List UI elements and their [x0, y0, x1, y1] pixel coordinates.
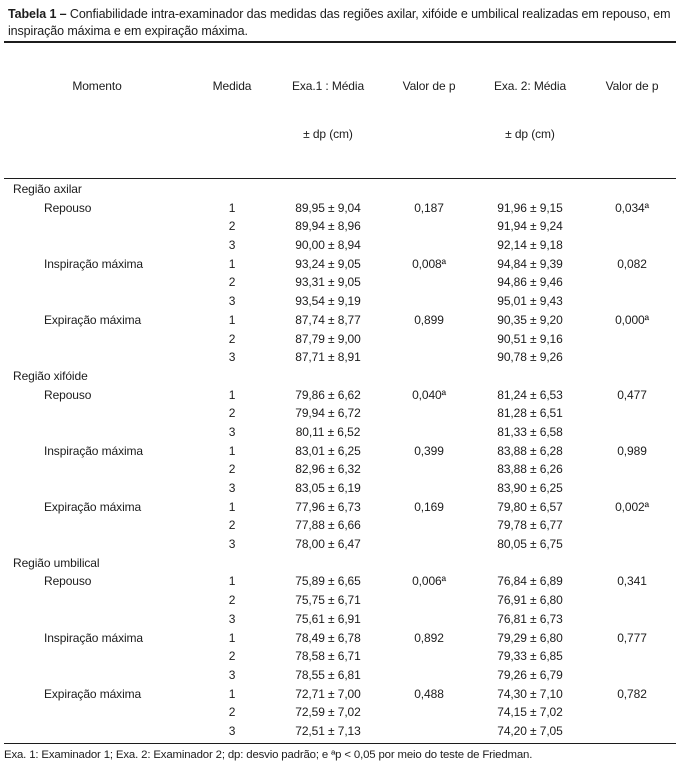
- table-row: [2, 199, 678, 218]
- exa2-mean-cell: 79,80 ± 6,57: [497, 499, 563, 514]
- exa1-pvalue-cell: [384, 292, 474, 311]
- momento-cell: [2, 647, 192, 666]
- momento-cell: [2, 460, 192, 479]
- region-label: Região umbilical: [13, 555, 100, 570]
- medida-cell: 1: [228, 200, 236, 215]
- exa2-mean-cell: 90,35 ± 9,20: [497, 312, 563, 327]
- region-header-row: [2, 554, 678, 573]
- table-caption: [0, 4, 680, 41]
- exa1-mean-cell: 87,71 ± 8,91: [295, 350, 361, 365]
- exa2-mean-cell: [474, 554, 586, 573]
- medida-cell: [192, 367, 272, 386]
- table-row: [2, 255, 678, 274]
- momento-cell: [2, 217, 192, 236]
- column-header-line1: Medida: [212, 79, 252, 93]
- exa1-mean-cell: 79,86 ± 6,62: [295, 387, 361, 402]
- exa2-mean-cell: 92,14 ± 9,18: [497, 238, 563, 253]
- medida-cell: 1: [228, 499, 236, 514]
- table-row: [2, 535, 678, 554]
- exa1-pvalue-cell: 0,892: [414, 630, 444, 645]
- exa2-mean-cell: 79,29 ± 6,80: [497, 630, 563, 645]
- column-header-line1: Momento: [72, 79, 122, 93]
- exa2-mean-cell: [474, 180, 586, 199]
- momento-cell: [2, 348, 192, 367]
- exa1-pvalue-cell: [384, 460, 474, 479]
- momento-cell: [2, 236, 192, 255]
- exa2-mean-cell: 83,88 ± 6,26: [497, 462, 563, 477]
- exa1-mean-cell: 83,05 ± 6,19: [295, 481, 361, 495]
- exa1-pvalue-cell: [384, 367, 474, 386]
- exa1-mean-cell: 82,96 ± 6,32: [295, 462, 361, 477]
- medida-cell: 1: [228, 443, 236, 458]
- exa2-pvalue-cell: 0,777: [617, 630, 647, 645]
- region-header-row: [2, 367, 678, 386]
- momento-cell: Inspiração máxima: [44, 256, 144, 271]
- exa2-pvalue-cell: 0,477: [617, 387, 647, 402]
- medida-cell: 2: [228, 406, 236, 421]
- medida-cell: 3: [228, 350, 236, 365]
- column-header-line2: [192, 126, 272, 142]
- column-header-line1: Exa.1 : Média: [291, 79, 365, 93]
- table-row: [2, 572, 678, 591]
- momento-cell: [2, 404, 192, 423]
- table-row: [2, 217, 678, 236]
- exa2-pvalue-cell: [586, 591, 678, 610]
- exa2-mean-cell: 83,88 ± 6,28: [497, 443, 563, 458]
- medida-cell: 2: [228, 593, 236, 608]
- exa1-mean-cell: 78,58 ± 6,71: [295, 649, 361, 664]
- table-row: [2, 442, 678, 461]
- exa1-pvalue-cell: [384, 535, 474, 554]
- exa1-mean-cell: 78,55 ± 6,81: [295, 667, 361, 682]
- exa2-pvalue-cell: [586, 479, 678, 498]
- exa2-mean-cell: 94,86 ± 9,46: [497, 275, 563, 290]
- exa1-pvalue-cell: [384, 479, 474, 498]
- medida-cell: 3: [228, 238, 236, 253]
- exa2-pvalue-cell: [586, 423, 678, 442]
- column-header-line1: Exa. 2: Média: [493, 79, 567, 93]
- exa1-pvalue-cell: 0,899: [414, 312, 444, 327]
- exa1-mean-cell: 78,49 ± 6,78: [295, 630, 361, 645]
- table-row: [2, 610, 678, 629]
- exa1-mean-cell: 87,79 ± 9,00: [295, 331, 361, 346]
- momento-cell: [2, 666, 192, 685]
- medida-cell: 2: [228, 331, 236, 346]
- table-row: [2, 703, 678, 722]
- exa1-pvalue-cell: [384, 236, 474, 255]
- medida-cell: 3: [228, 424, 236, 439]
- exa2-mean-cell: 80,05 ± 6,75: [497, 537, 563, 552]
- table-row: [2, 273, 678, 292]
- exa1-mean-cell: 87,74 ± 8,77: [295, 312, 361, 327]
- exa2-mean-cell: 91,94 ± 9,24: [497, 219, 563, 234]
- exa1-pvalue-cell: [384, 554, 474, 573]
- table-row: [2, 498, 678, 517]
- region-label: Região axilar: [13, 182, 82, 196]
- exa1-pvalue-cell: 0,488: [414, 686, 444, 701]
- momento-cell: [2, 423, 192, 442]
- column-header-line2: [2, 126, 192, 142]
- momento-cell: Repouso: [44, 200, 92, 215]
- exa2-pvalue-cell: [586, 236, 678, 255]
- table-row: [2, 685, 678, 704]
- exa2-mean-cell: 79,33 ± 6,85: [497, 649, 563, 664]
- table-row: [2, 348, 678, 367]
- exa2-pvalue-cell: [586, 535, 678, 554]
- exa1-pvalue-cell: [384, 516, 474, 535]
- momento-cell: Inspiração máxima: [44, 630, 144, 645]
- exa2-mean-cell: 76,84 ± 6,89: [497, 574, 563, 589]
- table-row: [2, 722, 678, 741]
- exa1-mean-cell: 77,96 ± 6,73: [295, 499, 361, 514]
- medida-cell: [192, 554, 272, 573]
- exa2-pvalue-cell: [586, 460, 678, 479]
- exa2-pvalue-cell: [586, 404, 678, 423]
- column-header-line2: ± dp (cm): [505, 127, 555, 141]
- exa1-pvalue-cell: [384, 273, 474, 292]
- exa2-pvalue-cell: 0,782: [617, 686, 647, 701]
- exa2-pvalue-cell: [586, 554, 678, 573]
- momento-cell: [2, 535, 192, 554]
- medida-cell: 3: [228, 667, 236, 682]
- column-header-line2: [586, 126, 678, 142]
- column-header-momento: [2, 46, 192, 174]
- exa1-pvalue-cell: 0,399: [414, 443, 444, 458]
- exa1-pvalue-cell: [384, 647, 474, 666]
- exa2-pvalue-cell: [586, 330, 678, 349]
- table-body: [0, 179, 680, 743]
- column-header-valor-p-1: [384, 46, 474, 174]
- medida-cell: 3: [228, 611, 236, 626]
- exa2-mean-cell: 76,91 ± 6,80: [497, 593, 563, 608]
- exa1-pvalue-cell: [384, 217, 474, 236]
- medida-cell: 3: [228, 723, 236, 738]
- column-header-line1: Valor de p: [402, 79, 456, 93]
- exa2-pvalue-cell: 0,034ª: [615, 200, 649, 215]
- momento-cell: Expiração máxima: [44, 312, 142, 327]
- exa1-mean-cell: [272, 554, 384, 573]
- exa2-mean-cell: 81,24 ± 6,53: [497, 387, 563, 402]
- exa2-pvalue-cell: 0,341: [617, 574, 647, 589]
- column-header-exa2: [474, 46, 586, 174]
- exa1-mean-cell: [272, 180, 384, 199]
- exa1-mean-cell: 80,11 ± 6,52: [295, 424, 361, 439]
- table-row: [2, 330, 678, 349]
- momento-cell: [2, 273, 192, 292]
- exa2-pvalue-cell: [586, 180, 678, 199]
- momento-cell: Expiração máxima: [44, 499, 142, 514]
- table-caption-label: Tabela 1 –: [8, 7, 67, 21]
- exa1-pvalue-cell: 0,169: [414, 499, 444, 514]
- exa2-pvalue-cell: 0,002ª: [615, 499, 649, 514]
- table-row: [2, 479, 678, 498]
- table-row: [2, 591, 678, 610]
- momento-cell: Inspiração máxima: [44, 443, 144, 458]
- exa2-mean-cell: 81,28 ± 6,51: [497, 406, 563, 421]
- exa1-mean-cell: 89,95 ± 9,04: [295, 200, 361, 215]
- table-row: [2, 516, 678, 535]
- table-row: [2, 423, 678, 442]
- medida-cell: 2: [228, 649, 236, 664]
- medida-cell: 1: [228, 256, 236, 271]
- medida-cell: 1: [228, 574, 236, 589]
- exa1-mean-cell: 90,00 ± 8,94: [295, 238, 361, 253]
- exa1-pvalue-cell: [384, 330, 474, 349]
- exa1-mean-cell: 78,00 ± 6,47: [295, 537, 361, 552]
- exa1-mean-cell: 93,54 ± 9,19: [295, 294, 361, 309]
- exa2-pvalue-cell: [586, 666, 678, 685]
- medida-cell: 1: [228, 630, 236, 645]
- momento-cell: [2, 610, 192, 629]
- exa1-pvalue-cell: [384, 591, 474, 610]
- exa2-pvalue-cell: [586, 647, 678, 666]
- column-header-line1: Valor de p: [605, 79, 659, 93]
- exa1-pvalue-cell: [384, 722, 474, 741]
- momento-cell: [2, 292, 192, 311]
- momento-cell: [2, 591, 192, 610]
- table-footnote: Exa. 1: Examinador 1; Exa. 2: Examinador 2; dp: desvio padrão; e ªp < 0,05 por meio do teste de Friedman.: [4, 748, 533, 761]
- column-header-line2: ± dp (cm): [303, 127, 353, 141]
- exa2-mean-cell: 79,26 ± 6,79: [497, 667, 563, 682]
- momento-cell: [2, 479, 192, 498]
- table-row: [2, 292, 678, 311]
- medida-cell: 2: [228, 219, 236, 234]
- column-header-line2: [384, 126, 474, 142]
- table-row: [2, 236, 678, 255]
- exa2-pvalue-cell: [586, 610, 678, 629]
- column-header-exa1: [272, 46, 384, 174]
- exa2-pvalue-cell: [586, 516, 678, 535]
- column-header-valor-p-2: [586, 46, 678, 174]
- exa2-pvalue-cell: 0,989: [617, 443, 647, 458]
- exa1-pvalue-cell: [384, 610, 474, 629]
- exa1-mean-cell: 72,51 ± 7,13: [295, 723, 361, 738]
- table-row: [2, 647, 678, 666]
- exa2-pvalue-cell: [586, 292, 678, 311]
- medida-cell: 2: [228, 462, 236, 477]
- exa2-mean-cell: 74,20 ± 7,05: [497, 723, 563, 738]
- exa1-pvalue-cell: [384, 404, 474, 423]
- momento-cell: [2, 330, 192, 349]
- region-label: Região xifóide: [13, 368, 88, 383]
- table-row: [2, 629, 678, 648]
- medida-cell: 2: [228, 705, 236, 720]
- exa1-mean-cell: [272, 367, 384, 386]
- momento-cell: Repouso: [44, 387, 92, 402]
- exa1-mean-cell: 93,31 ± 9,05: [295, 275, 361, 290]
- exa2-mean-cell: 91,96 ± 9,15: [497, 200, 563, 215]
- exa2-mean-cell: [474, 367, 586, 386]
- exa1-pvalue-cell: [384, 703, 474, 722]
- medida-cell: 2: [228, 275, 236, 290]
- exa1-mean-cell: 79,94 ± 6,72: [295, 406, 361, 421]
- table-row: [2, 460, 678, 479]
- exa2-mean-cell: 90,78 ± 9,26: [497, 350, 563, 365]
- table-header-row: [2, 43, 678, 178]
- exa2-pvalue-cell: [586, 348, 678, 367]
- region-header-row: [2, 180, 678, 199]
- exa1-mean-cell: 75,61 ± 6,91: [295, 611, 361, 626]
- medida-cell: 1: [228, 686, 236, 701]
- exa2-mean-cell: 81,33 ± 6,58: [497, 424, 563, 439]
- exa1-mean-cell: 89,94 ± 8,96: [295, 219, 361, 234]
- exa2-mean-cell: 95,01 ± 9,43: [497, 294, 563, 309]
- table-row: [2, 386, 678, 405]
- exa2-pvalue-cell: [586, 703, 678, 722]
- medida-cell: 2: [228, 518, 236, 533]
- exa1-pvalue-cell: [384, 180, 474, 199]
- medida-cell: 3: [228, 294, 236, 309]
- exa2-pvalue-cell: 0,000ª: [615, 312, 649, 327]
- exa1-pvalue-cell: [384, 666, 474, 685]
- medida-cell: 1: [228, 312, 236, 327]
- exa1-pvalue-cell: [384, 423, 474, 442]
- column-header-medida: [192, 46, 272, 174]
- exa1-pvalue-cell: 0,008ª: [412, 256, 446, 271]
- table-row: [2, 404, 678, 423]
- momento-cell: [2, 703, 192, 722]
- exa1-mean-cell: 75,75 ± 6,71: [295, 593, 361, 608]
- medida-cell: 3: [228, 481, 236, 495]
- exa1-pvalue-cell: [384, 348, 474, 367]
- exa2-mean-cell: 83,90 ± 6,25: [497, 481, 563, 495]
- exa1-mean-cell: 72,59 ± 7,02: [295, 705, 361, 720]
- table-caption-text: Confiabilidade intra-examinador das medidas das regiões axilar, xifóide e umbilical realizadas em repouso, em inspiração máxima e em expiração máxima.: [8, 7, 671, 38]
- exa1-mean-cell: 83,01 ± 6,25: [295, 443, 361, 458]
- exa1-pvalue-cell: 0,040ª: [412, 387, 446, 402]
- exa1-mean-cell: 93,24 ± 9,05: [295, 256, 361, 271]
- exa2-mean-cell: 94,84 ± 9,39: [497, 256, 563, 271]
- exa2-mean-cell: 74,15 ± 7,02: [497, 705, 563, 720]
- medida-cell: 1: [228, 387, 236, 402]
- table-row: [2, 311, 678, 330]
- exa2-mean-cell: 79,78 ± 6,77: [497, 518, 563, 533]
- momento-cell: Repouso: [44, 574, 92, 589]
- medida-cell: [192, 180, 272, 199]
- momento-cell: Expiração máxima: [44, 686, 142, 701]
- table-row: [2, 666, 678, 685]
- exa1-pvalue-cell: 0,187: [414, 200, 444, 215]
- exa2-pvalue-cell: [586, 217, 678, 236]
- exa1-pvalue-cell: 0,006ª: [412, 574, 446, 589]
- exa1-mean-cell: 72,71 ± 7,00: [295, 686, 361, 701]
- exa2-pvalue-cell: [586, 273, 678, 292]
- exa2-pvalue-cell: [586, 367, 678, 386]
- medida-cell: 3: [228, 537, 236, 552]
- exa2-mean-cell: 90,51 ± 9,16: [497, 331, 563, 346]
- momento-cell: [2, 516, 192, 535]
- momento-cell: [2, 722, 192, 741]
- exa2-pvalue-cell: 0,082: [617, 256, 647, 271]
- exa2-pvalue-cell: [586, 722, 678, 741]
- exa1-mean-cell: 77,88 ± 6,66: [295, 518, 361, 533]
- exa2-mean-cell: 76,81 ± 6,73: [497, 611, 563, 626]
- exa1-mean-cell: 75,89 ± 6,65: [295, 574, 361, 589]
- exa2-mean-cell: 74,30 ± 7,10: [497, 686, 563, 701]
